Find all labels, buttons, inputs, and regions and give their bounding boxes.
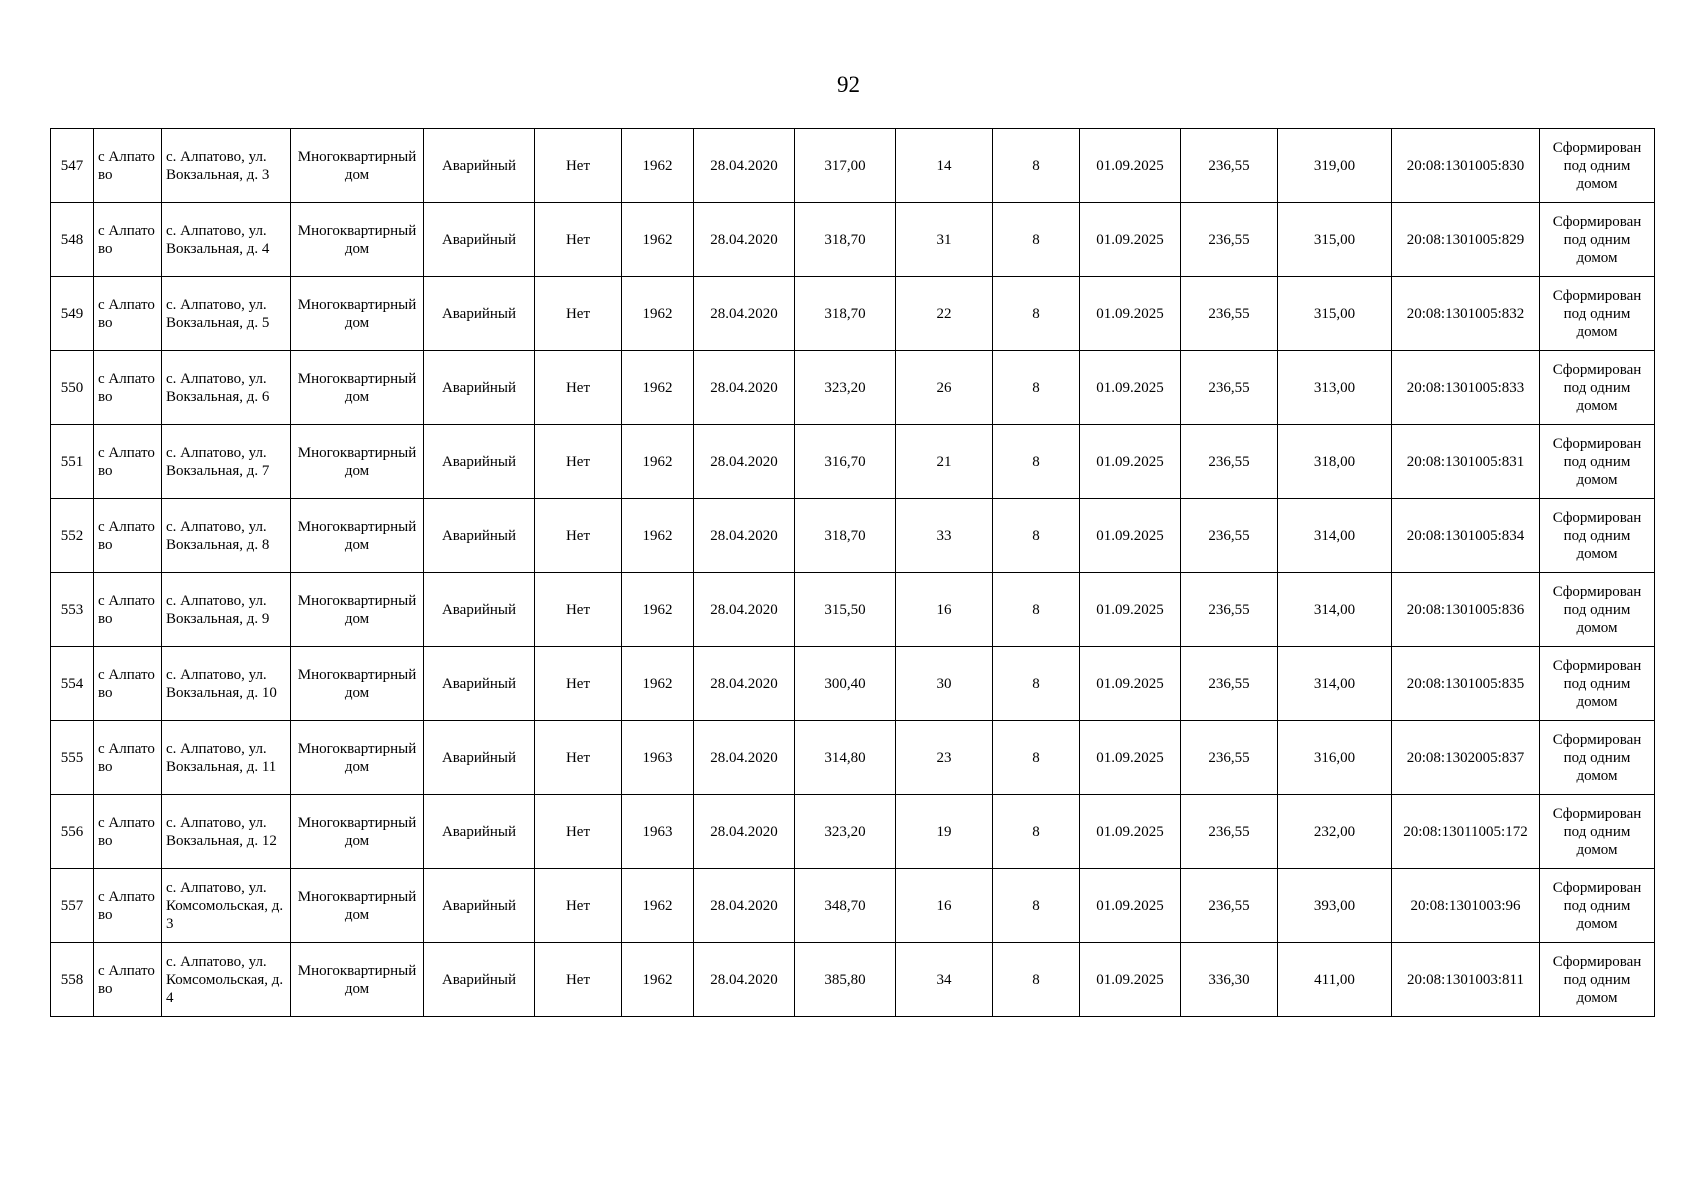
page-number: 92 [837, 72, 860, 97]
cell-address: с. Алпатово, ул. Вокзальная, д. 9 [162, 573, 291, 647]
cell-date: 28.04.2020 [694, 203, 795, 277]
cell-number: 557 [51, 869, 94, 943]
cell-flag: Нет [535, 425, 622, 499]
cell-number: 550 [51, 351, 94, 425]
cell-cadastral-number: 20:08:1301005:836 [1392, 573, 1540, 647]
cell-note: Сформирован под одним домом [1540, 499, 1655, 573]
cell-rooms: 8 [993, 943, 1080, 1017]
cell-cadastral-number: 20:08:1302005:837 [1392, 721, 1540, 795]
cell-value-1: 236,55 [1181, 203, 1278, 277]
cell-cadastral-number: 20:08:1301005:834 [1392, 499, 1540, 573]
cell-note: Сформирован под одним домом [1540, 277, 1655, 351]
table-row [51, 425, 1655, 499]
cell-building-type: Многоквартирный дом [291, 277, 424, 351]
cell-value-2: 232,00 [1278, 795, 1392, 869]
cell-note: Сформирован под одним домом [1540, 869, 1655, 943]
cell-cadastral-number: 20:08:1301005:832 [1392, 277, 1540, 351]
table-row [51, 647, 1655, 721]
cell-number: 556 [51, 795, 94, 869]
cell-rooms: 8 [993, 499, 1080, 573]
cell-settlement: с Алпатово [94, 203, 162, 277]
cell-area: 315,50 [795, 573, 896, 647]
cell-rooms: 8 [993, 203, 1080, 277]
cell-condition: Аварийный [424, 573, 535, 647]
cell-building-type: Многоквартирный дом [291, 425, 424, 499]
cell-note: Сформирован под одним домом [1540, 647, 1655, 721]
cell-year: 1962 [622, 869, 694, 943]
cell-rooms: 8 [993, 647, 1080, 721]
cell-note: Сформирован под одним домом [1540, 573, 1655, 647]
cell-cadastral-number: 20:08:13011005:172 [1392, 795, 1540, 869]
cell-flag: Нет [535, 943, 622, 1017]
cell-area: 323,20 [795, 795, 896, 869]
housing-registry-table [50, 128, 1655, 1017]
cell-date: 28.04.2020 [694, 943, 795, 1017]
cell-settlement: с Алпатово [94, 499, 162, 573]
cell-building-type: Многоквартирный дом [291, 795, 424, 869]
cell-building-type: Многоквартирный дом [291, 203, 424, 277]
table-row [51, 943, 1655, 1017]
cell-deadline: 01.09.2025 [1080, 647, 1181, 721]
cell-year: 1962 [622, 573, 694, 647]
cell-area: 300,40 [795, 647, 896, 721]
cell-year: 1962 [622, 499, 694, 573]
cell-year: 1962 [622, 351, 694, 425]
cell-area: 318,70 [795, 277, 896, 351]
table-row [51, 721, 1655, 795]
cell-date: 28.04.2020 [694, 499, 795, 573]
cell-flag: Нет [535, 721, 622, 795]
cell-value-2: 315,00 [1278, 277, 1392, 351]
cell-number: 549 [51, 277, 94, 351]
cell-settlement: с Алпатово [94, 277, 162, 351]
cell-value-1: 236,55 [1181, 425, 1278, 499]
cell-year: 1962 [622, 277, 694, 351]
cell-flag: Нет [535, 869, 622, 943]
cell-settlement: с Алпатово [94, 795, 162, 869]
cell-condition: Аварийный [424, 277, 535, 351]
cell-area: 316,70 [795, 425, 896, 499]
cell-residents: 23 [896, 721, 993, 795]
cell-year: 1963 [622, 721, 694, 795]
table-body [51, 129, 1655, 1017]
table-row [51, 351, 1655, 425]
cell-number: 547 [51, 129, 94, 203]
cell-residents: 30 [896, 647, 993, 721]
cell-settlement: с Алпатово [94, 573, 162, 647]
cell-residents: 21 [896, 425, 993, 499]
cell-settlement: с Алпатово [94, 869, 162, 943]
cell-value-2: 316,00 [1278, 721, 1392, 795]
cell-rooms: 8 [993, 129, 1080, 203]
cell-settlement: с Алпатово [94, 351, 162, 425]
cell-value-1: 336,30 [1181, 943, 1278, 1017]
cell-deadline: 01.09.2025 [1080, 573, 1181, 647]
cell-date: 28.04.2020 [694, 573, 795, 647]
cell-number: 558 [51, 943, 94, 1017]
cell-cadastral-number: 20:08:1301005:835 [1392, 647, 1540, 721]
cell-value-1: 236,55 [1181, 573, 1278, 647]
cell-address: с. Алпатово, ул. Вокзальная, д. 3 [162, 129, 291, 203]
cell-building-type: Многоквартирный дом [291, 499, 424, 573]
cell-deadline: 01.09.2025 [1080, 795, 1181, 869]
cell-settlement: с Алпатово [94, 647, 162, 721]
table-row [51, 277, 1655, 351]
cell-rooms: 8 [993, 277, 1080, 351]
cell-address: с. Алпатово, ул. Вокзальная, д. 4 [162, 203, 291, 277]
cell-date: 28.04.2020 [694, 795, 795, 869]
table-row [51, 129, 1655, 203]
cell-cadastral-number: 20:08:1301005:830 [1392, 129, 1540, 203]
cell-cadastral-number: 20:08:1301005:831 [1392, 425, 1540, 499]
cell-flag: Нет [535, 499, 622, 573]
cell-year: 1962 [622, 647, 694, 721]
cell-number: 553 [51, 573, 94, 647]
cell-condition: Аварийный [424, 129, 535, 203]
cell-cadastral-number: 20:08:1301003:96 [1392, 869, 1540, 943]
cell-date: 28.04.2020 [694, 425, 795, 499]
cell-settlement: с Алпатово [94, 721, 162, 795]
cell-rooms: 8 [993, 869, 1080, 943]
cell-value-2: 314,00 [1278, 499, 1392, 573]
cell-value-2: 315,00 [1278, 203, 1392, 277]
table-row [51, 499, 1655, 573]
cell-area: 317,00 [795, 129, 896, 203]
cell-flag: Нет [535, 129, 622, 203]
cell-condition: Аварийный [424, 499, 535, 573]
cell-deadline: 01.09.2025 [1080, 943, 1181, 1017]
cell-value-2: 314,00 [1278, 573, 1392, 647]
cell-rooms: 8 [993, 425, 1080, 499]
cell-value-1: 236,55 [1181, 277, 1278, 351]
cell-date: 28.04.2020 [694, 351, 795, 425]
cell-condition: Аварийный [424, 721, 535, 795]
cell-year: 1962 [622, 203, 694, 277]
cell-settlement: с Алпатово [94, 129, 162, 203]
cell-number: 552 [51, 499, 94, 573]
cell-residents: 16 [896, 573, 993, 647]
cell-condition: Аварийный [424, 351, 535, 425]
cell-area: 385,80 [795, 943, 896, 1017]
cell-residents: 34 [896, 943, 993, 1017]
cell-value-1: 236,55 [1181, 351, 1278, 425]
cell-deadline: 01.09.2025 [1080, 425, 1181, 499]
table-row [51, 203, 1655, 277]
cell-value-2: 313,00 [1278, 351, 1392, 425]
cell-flag: Нет [535, 573, 622, 647]
cell-address: с. Алпатово, ул. Вокзальная, д. 7 [162, 425, 291, 499]
cell-area: 314,80 [795, 721, 896, 795]
cell-note: Сформирован под одним домом [1540, 425, 1655, 499]
cell-building-type: Многоквартирный дом [291, 573, 424, 647]
cell-value-1: 236,55 [1181, 869, 1278, 943]
cell-condition: Аварийный [424, 425, 535, 499]
cell-rooms: 8 [993, 721, 1080, 795]
cell-value-1: 236,55 [1181, 647, 1278, 721]
cell-condition: Аварийный [424, 943, 535, 1017]
cell-residents: 16 [896, 869, 993, 943]
cell-year: 1963 [622, 795, 694, 869]
cell-rooms: 8 [993, 351, 1080, 425]
cell-note: Сформирован под одним домом [1540, 721, 1655, 795]
cell-residents: 22 [896, 277, 993, 351]
cell-condition: Аварийный [424, 869, 535, 943]
cell-note: Сформирован под одним домом [1540, 351, 1655, 425]
cell-address: с. Алпатово, ул. Вокзальная, д. 11 [162, 721, 291, 795]
cell-address: с. Алпатово, ул. Вокзальная, д. 12 [162, 795, 291, 869]
cell-value-1: 236,55 [1181, 129, 1278, 203]
cell-value-1: 236,55 [1181, 499, 1278, 573]
cell-area: 318,70 [795, 203, 896, 277]
cell-date: 28.04.2020 [694, 277, 795, 351]
cell-building-type: Многоквартирный дом [291, 351, 424, 425]
cell-settlement: с Алпатово [94, 425, 162, 499]
cell-cadastral-number: 20:08:1301005:833 [1392, 351, 1540, 425]
cell-area: 348,70 [795, 869, 896, 943]
cell-address: с. Алпатово, ул. Вокзальная, д. 10 [162, 647, 291, 721]
cell-deadline: 01.09.2025 [1080, 869, 1181, 943]
cell-flag: Нет [535, 203, 622, 277]
cell-deadline: 01.09.2025 [1080, 129, 1181, 203]
cell-deadline: 01.09.2025 [1080, 203, 1181, 277]
table-row [51, 869, 1655, 943]
cell-flag: Нет [535, 351, 622, 425]
cell-note: Сформирован под одним домом [1540, 795, 1655, 869]
cell-number: 551 [51, 425, 94, 499]
cell-building-type: Многоквартирный дом [291, 869, 424, 943]
cell-number: 555 [51, 721, 94, 795]
cell-value-1: 236,55 [1181, 795, 1278, 869]
cell-flag: Нет [535, 795, 622, 869]
cell-area: 323,20 [795, 351, 896, 425]
cell-flag: Нет [535, 277, 622, 351]
cell-deadline: 01.09.2025 [1080, 277, 1181, 351]
cell-residents: 14 [896, 129, 993, 203]
cell-address: с. Алпатово, ул. Вокзальная, д. 8 [162, 499, 291, 573]
cell-date: 28.04.2020 [694, 647, 795, 721]
cell-year: 1962 [622, 943, 694, 1017]
cell-building-type: Многоквартирный дом [291, 721, 424, 795]
cell-residents: 26 [896, 351, 993, 425]
cell-deadline: 01.09.2025 [1080, 721, 1181, 795]
cell-year: 1962 [622, 129, 694, 203]
cell-address: с. Алпатово, ул. Комсомольская, д. 4 [162, 943, 291, 1017]
cell-cadastral-number: 20:08:1301005:829 [1392, 203, 1540, 277]
cell-condition: Аварийный [424, 203, 535, 277]
cell-building-type: Многоквартирный дом [291, 943, 424, 1017]
cell-value-2: 393,00 [1278, 869, 1392, 943]
cell-flag: Нет [535, 647, 622, 721]
cell-number: 554 [51, 647, 94, 721]
cell-settlement: с Алпатово [94, 943, 162, 1017]
cell-cadastral-number: 20:08:1301003:811 [1392, 943, 1540, 1017]
cell-residents: 33 [896, 499, 993, 573]
cell-address: с. Алпатово, ул. Вокзальная, д. 5 [162, 277, 291, 351]
cell-deadline: 01.09.2025 [1080, 499, 1181, 573]
cell-value-2: 411,00 [1278, 943, 1392, 1017]
cell-value-1: 236,55 [1181, 721, 1278, 795]
cell-year: 1962 [622, 425, 694, 499]
table-row [51, 573, 1655, 647]
cell-building-type: Многоквартирный дом [291, 647, 424, 721]
cell-date: 28.04.2020 [694, 869, 795, 943]
cell-address: с. Алпатово, ул. Комсомольская, д. 3 [162, 869, 291, 943]
cell-note: Сформирован под одним домом [1540, 203, 1655, 277]
cell-condition: Аварийный [424, 795, 535, 869]
cell-area: 318,70 [795, 499, 896, 573]
cell-value-2: 318,00 [1278, 425, 1392, 499]
cell-rooms: 8 [993, 795, 1080, 869]
cell-value-2: 319,00 [1278, 129, 1392, 203]
table-row [51, 795, 1655, 869]
cell-value-2: 314,00 [1278, 647, 1392, 721]
cell-number: 548 [51, 203, 94, 277]
cell-date: 28.04.2020 [694, 129, 795, 203]
cell-note: Сформирован под одним домом [1540, 129, 1655, 203]
cell-residents: 19 [896, 795, 993, 869]
cell-rooms: 8 [993, 573, 1080, 647]
cell-building-type: Многоквартирный дом [291, 129, 424, 203]
cell-residents: 31 [896, 203, 993, 277]
cell-note: Сформирован под одним домом [1540, 943, 1655, 1017]
cell-address: с. Алпатово, ул. Вокзальная, д. 6 [162, 351, 291, 425]
cell-deadline: 01.09.2025 [1080, 351, 1181, 425]
cell-condition: Аварийный [424, 647, 535, 721]
cell-date: 28.04.2020 [694, 721, 795, 795]
